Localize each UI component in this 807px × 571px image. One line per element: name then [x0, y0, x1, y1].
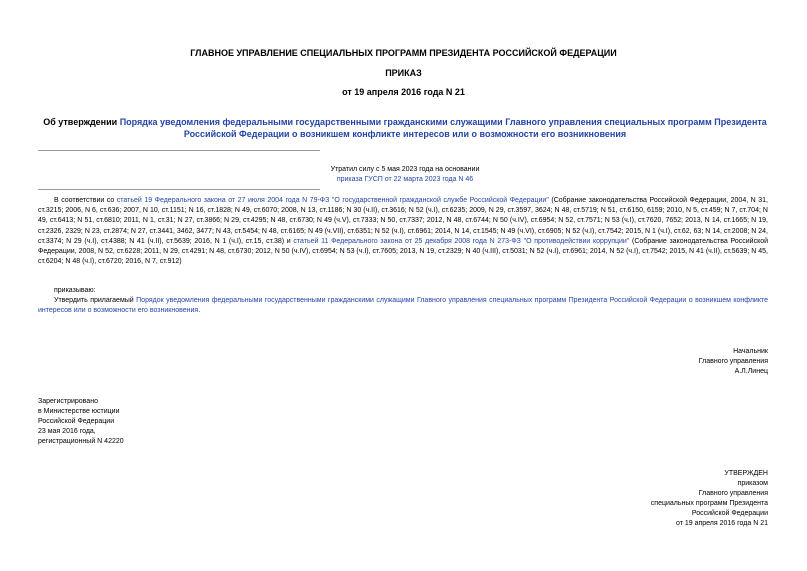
preamble-paragraph: [38, 196, 768, 267]
registration-number: регистрационный N 42220: [38, 438, 124, 445]
approval-heading: УТВЕРЖДЕН: [724, 470, 768, 477]
approval-line-5: Российской Федерации: [691, 510, 768, 517]
law-79fz-link[interactable]: статьей 19 Федерального закона от 27 июля 2004 года N 79-ФЗ "О государственной гражданской службе Российской Федерации": [116, 197, 549, 204]
approval-date: от 19 апреля 2016 года N 21: [675, 520, 768, 527]
document-type: ПРИКАЗ: [385, 68, 422, 78]
approval-line-4: специальных программ Президента: [650, 500, 768, 507]
procedure-link[interactable]: Порядок уведомления федеральными государственными гражданскими служащими Главного управления специальных программ Президента Российской Федерации о возникшем конфликте интересов или о возможности его возникновения: [38, 297, 768, 315]
repeal-status: [300, 165, 510, 185]
signature-position: Начальник: [733, 348, 768, 355]
title-link[interactable]: Порядка уведомления федеральными государственными гражданскими служащими Главного управления специальных программ Президента Российской Федерации о возникшем конфликте интересов или о возможности его возникновения: [119, 117, 767, 139]
signature-block: [560, 347, 768, 377]
order-paragraph: [38, 296, 768, 316]
registration-line-1: Зарегистрировано: [38, 398, 98, 405]
registration-line-2: в Министерстве юстиции: [38, 408, 120, 415]
repeal-status-text: Утратил силу с 5 мая 2023 года на основании: [330, 166, 480, 173]
title-prefix: Об утверждении: [43, 117, 120, 127]
approval-block: [560, 469, 768, 529]
order-word: приказываю:: [54, 287, 96, 294]
registration-line-3: Российской Федерации: [38, 418, 115, 425]
preamble-sources-1: (Собрание законодательства Российской Федерации, 2004, N 31, ст.3215; 2006, N 6, ст.636; 2007, N 10, ст.1151; N 16, ст.1828; N 49, ст.6070; 2008, N 13, ст.1186; N 30 (ч.II), ст.3616; N 52 (ч.I), ст.6235; 2009, N 29, ст.3597, 3624; N 48, ст.5719; N 51, ст.6150, 6159; 2010, N 5, ст.459; N 7, ст.704; N 49, ст.6413; N 51, ст.6810; 2011, N 1, ст.31; N 27, ст.3866; N 29, ст.4295; N 48, ст.6730; N 49 (ч.V), ст.7333; N 50, ст.7337; 2012, N 48, ст.6744; N 50 (ч.IV), ст.6954; N 52, ст.7571; N 53 (ч.I), ст.7620, 7652; 2013, N 14, ст.1665; N 19, ст.2326, 2329; N 23, ст.2874; N 27, ст.3441, 3462, 3477; N 43, ст.5454; N 48, ст.6165; N 49 (ч.VII), ст.6351; N 52 (ч.I), ст.6961; 2014, N 14, ст.1545; N 49 (ч.VI), ст.6905; N 52 (ч.I), ст.7542; 2015, N 1 (ч.I), ст.62, 63; N 14, ст.2008; N 24, ст.3374; N 29 (ч.I), ст.4388; N 41 (ч.II), ст.5639; 2016, N 1 (ч.I), ст.15, ст.38) и: [38, 197, 768, 245]
divider-bottom: [38, 189, 320, 190]
law-273fz-link[interactable]: статьей 11 Федерального закона от 25 декабря 2008 года N 273-ФЗ "О противодействии коррупции": [293, 237, 630, 245]
signature-organization: Главного управления: [698, 358, 768, 365]
order-prefix: Утвердить прилагаемый: [54, 297, 137, 304]
document-date-number: от 19 апреля 2016 года N 21: [342, 87, 465, 97]
approval-line-3: Главного управления: [698, 490, 768, 497]
document-title: [40, 116, 770, 140]
approval-line-2: приказом: [737, 480, 768, 487]
organization-heading: ГЛАВНОЕ УПРАВЛЕНИЕ СПЕЦИАЛЬНЫХ ПРОГРАММ ПРЕЗИДЕНТА РОССИЙСКОЙ ФЕДЕРАЦИИ: [190, 48, 617, 58]
signature-name: А.Л.Линец: [734, 368, 768, 375]
registration-date: 23 мая 2016 года,: [38, 428, 96, 435]
preamble-sources-2: (Собрание законодательства Российской Федерации, 2008, N 52, ст.6228; 2011, N 29, ст.4291; N 48, ст.6730; 2012, N 50 (ч.IV), ст.6954; N 53 (ч.I), ст.7605; 2013, N 19, ст.2329; N 40 (ч.III), ст.5031; N 52 (ч.I), ст.6961; 2014, N 52 (ч.I), ст.7542; 2015, N 41 (ч.II), ст.5639; N 45, ст.6204; N 48 (ч.I), ст.6720; 2016, N 7, ст.912): [38, 237, 769, 266]
repeal-order-link[interactable]: приказа ГУСП от 22 марта 2023 года N 46: [336, 176, 474, 183]
order-suffix: .: [198, 307, 201, 315]
divider-top: [38, 150, 320, 151]
preamble-intro: В соответствии со: [54, 197, 117, 204]
registration-block: [38, 397, 238, 447]
